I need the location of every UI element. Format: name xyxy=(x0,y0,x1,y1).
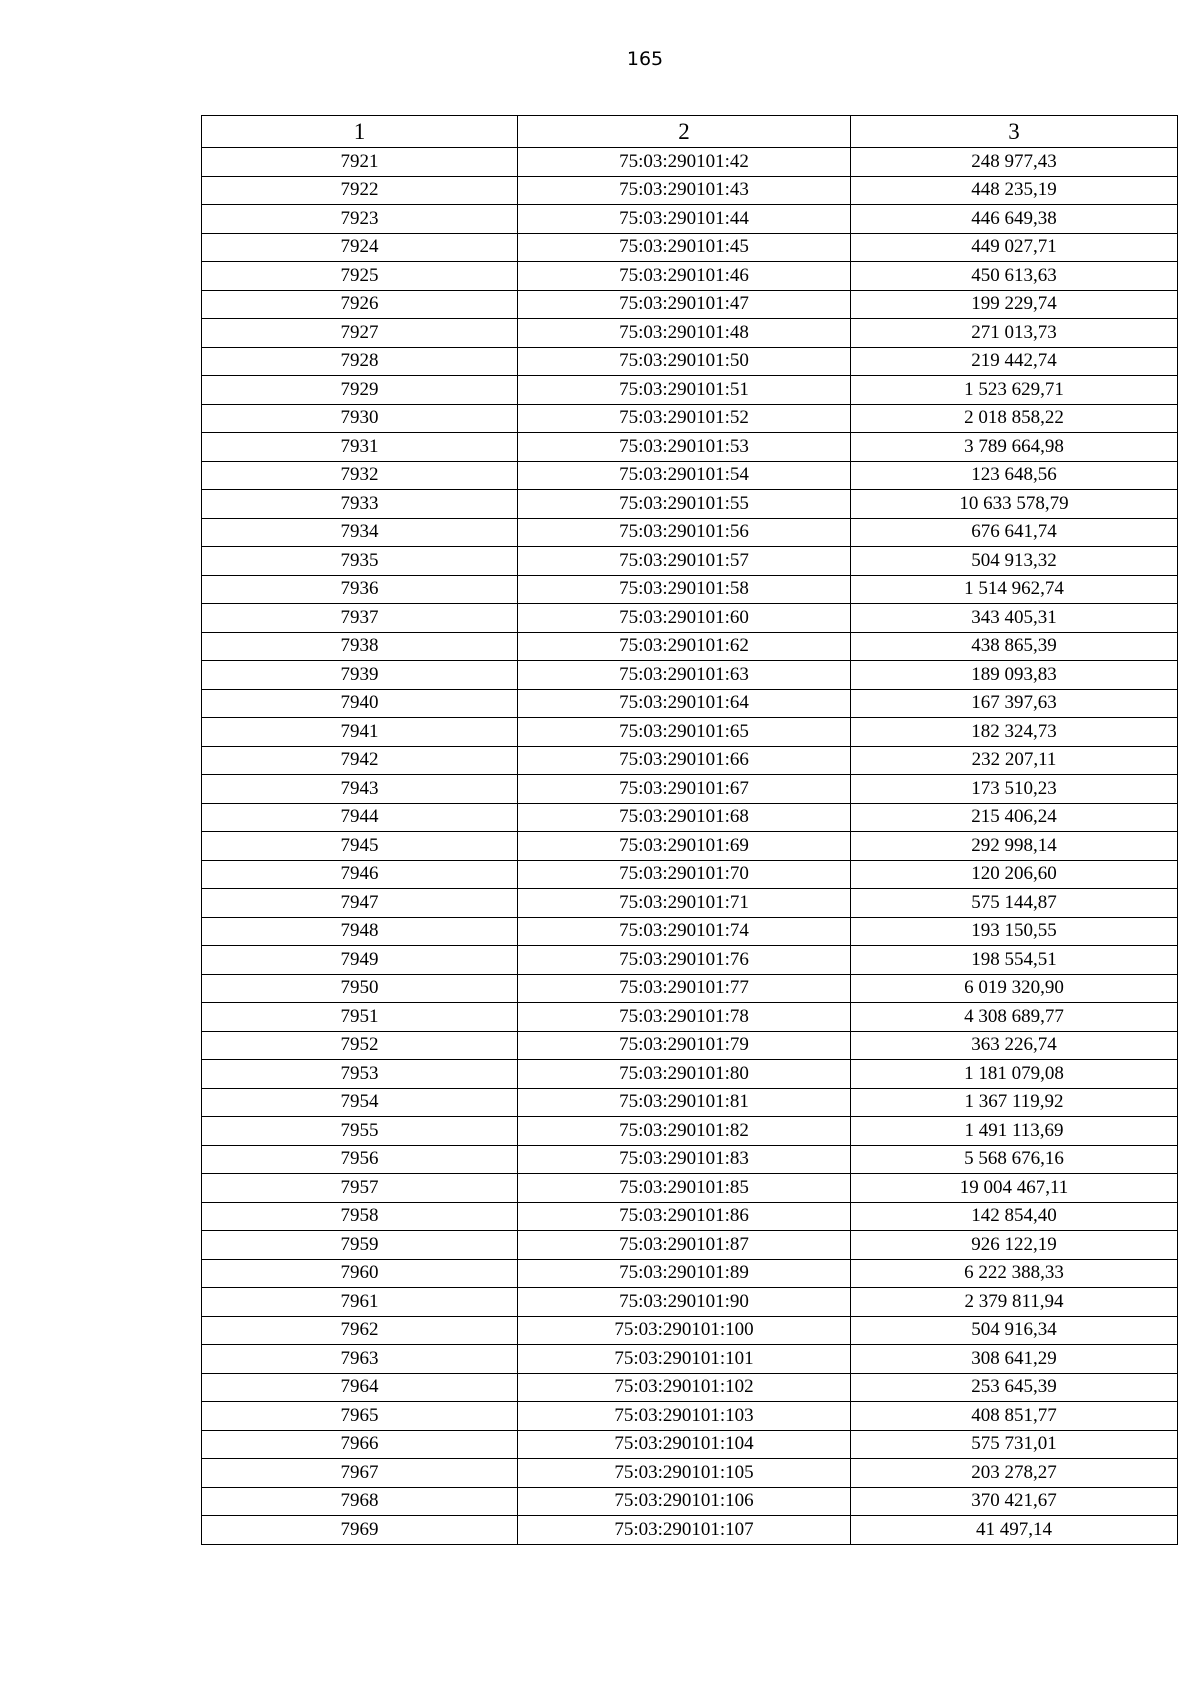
table-row xyxy=(202,547,1178,576)
cadastral-number-cell: 75:03:290101:107 xyxy=(518,1516,851,1545)
cadastral-number-cell: 75:03:290101:100 xyxy=(518,1316,851,1345)
cadastral-number-cell: 75:03:290101:77 xyxy=(518,974,851,1003)
table-row xyxy=(202,205,1178,234)
table-row xyxy=(202,775,1178,804)
cadastral-number-cell: 75:03:290101:57 xyxy=(518,547,851,576)
cadastral-number-cell: 75:03:290101:66 xyxy=(518,746,851,775)
value-cell: 449 027,71 xyxy=(851,233,1178,262)
value-cell: 370 421,67 xyxy=(851,1487,1178,1516)
value-cell: 292 998,14 xyxy=(851,832,1178,861)
cadastral-number-cell: 75:03:290101:67 xyxy=(518,775,851,804)
value-cell: 1 514 962,74 xyxy=(851,575,1178,604)
row-number-cell: 7946 xyxy=(202,860,518,889)
row-number-cell: 7953 xyxy=(202,1060,518,1089)
row-number-cell: 7925 xyxy=(202,262,518,291)
row-number-cell: 7943 xyxy=(202,775,518,804)
row-number-cell: 7965 xyxy=(202,1402,518,1431)
table-row xyxy=(202,661,1178,690)
row-number-cell: 7947 xyxy=(202,889,518,918)
cadastral-number-cell: 75:03:290101:87 xyxy=(518,1231,851,1260)
row-number-cell: 7962 xyxy=(202,1316,518,1345)
row-number-cell: 7936 xyxy=(202,575,518,604)
cadastral-number-cell: 75:03:290101:52 xyxy=(518,404,851,433)
table-row xyxy=(202,889,1178,918)
cadastral-number-cell: 75:03:290101:50 xyxy=(518,347,851,376)
value-cell: 123 648,56 xyxy=(851,461,1178,490)
value-cell: 2 379 811,94 xyxy=(851,1288,1178,1317)
table-row xyxy=(202,262,1178,291)
cadastral-number-cell: 75:03:290101:46 xyxy=(518,262,851,291)
value-cell: 575 731,01 xyxy=(851,1430,1178,1459)
row-number-cell: 7952 xyxy=(202,1031,518,1060)
cadastral-number-cell: 75:03:290101:81 xyxy=(518,1088,851,1117)
value-cell: 10 633 578,79 xyxy=(851,490,1178,519)
value-cell: 438 865,39 xyxy=(851,632,1178,661)
table-row xyxy=(202,290,1178,319)
value-cell: 219 442,74 xyxy=(851,347,1178,376)
value-cell: 203 278,27 xyxy=(851,1459,1178,1488)
cadastral-number-cell: 75:03:290101:48 xyxy=(518,319,851,348)
value-cell: 232 207,11 xyxy=(851,746,1178,775)
row-number-cell: 7922 xyxy=(202,176,518,205)
row-number-cell: 7950 xyxy=(202,974,518,1003)
cadastral-number-cell: 75:03:290101:47 xyxy=(518,290,851,319)
value-cell: 189 093,83 xyxy=(851,661,1178,690)
table-row xyxy=(202,604,1178,633)
row-number-cell: 7959 xyxy=(202,1231,518,1260)
value-cell: 19 004 467,11 xyxy=(851,1174,1178,1203)
cadastral-number-cell: 75:03:290101:55 xyxy=(518,490,851,519)
row-number-cell: 7961 xyxy=(202,1288,518,1317)
row-number-cell: 7929 xyxy=(202,376,518,405)
cadastral-number-cell: 75:03:290101:65 xyxy=(518,718,851,747)
table-row xyxy=(202,1487,1178,1516)
value-cell: 3 789 664,98 xyxy=(851,433,1178,462)
table-row xyxy=(202,1430,1178,1459)
table-row xyxy=(202,176,1178,205)
value-cell: 1 523 629,71 xyxy=(851,376,1178,405)
value-cell: 271 013,73 xyxy=(851,319,1178,348)
page-number: 165 xyxy=(626,48,664,70)
table-row xyxy=(202,433,1178,462)
cadastral-number-cell: 75:03:290101:51 xyxy=(518,376,851,405)
column-header-3: 3 xyxy=(851,116,1178,148)
value-cell: 6 222 388,33 xyxy=(851,1259,1178,1288)
cadastral-number-cell: 75:03:290101:82 xyxy=(518,1117,851,1146)
value-cell: 6 019 320,90 xyxy=(851,974,1178,1003)
table-row xyxy=(202,148,1178,177)
value-cell: 1 367 119,92 xyxy=(851,1088,1178,1117)
table-row xyxy=(202,746,1178,775)
table-row xyxy=(202,1459,1178,1488)
row-number-cell: 7945 xyxy=(202,832,518,861)
table-body xyxy=(202,148,1178,1545)
row-number-cell: 7949 xyxy=(202,946,518,975)
row-number-cell: 7969 xyxy=(202,1516,518,1545)
table-row xyxy=(202,1259,1178,1288)
cadastral-number-cell: 75:03:290101:71 xyxy=(518,889,851,918)
value-cell: 5 568 676,16 xyxy=(851,1145,1178,1174)
value-cell: 450 613,63 xyxy=(851,262,1178,291)
table-row xyxy=(202,832,1178,861)
cadastral-number-cell: 75:03:290101:80 xyxy=(518,1060,851,1089)
row-number-cell: 7960 xyxy=(202,1259,518,1288)
row-number-cell: 7926 xyxy=(202,290,518,319)
value-cell: 1 491 113,69 xyxy=(851,1117,1178,1146)
cadastral-number-cell: 75:03:290101:53 xyxy=(518,433,851,462)
table-row xyxy=(202,1373,1178,1402)
cadastral-number-cell: 75:03:290101:63 xyxy=(518,661,851,690)
cadastral-number-cell: 75:03:290101:85 xyxy=(518,1174,851,1203)
row-number-cell: 7956 xyxy=(202,1145,518,1174)
table-row xyxy=(202,1088,1178,1117)
row-number-cell: 7942 xyxy=(202,746,518,775)
table-row xyxy=(202,1174,1178,1203)
cadastral-number-cell: 75:03:290101:44 xyxy=(518,205,851,234)
table-header xyxy=(202,116,1178,148)
cadastral-number-cell: 75:03:290101:79 xyxy=(518,1031,851,1060)
cadastral-number-cell: 75:03:290101:104 xyxy=(518,1430,851,1459)
cadastral-number-cell: 75:03:290101:45 xyxy=(518,233,851,262)
cadastral-number-cell: 75:03:290101:69 xyxy=(518,832,851,861)
row-number-cell: 7948 xyxy=(202,917,518,946)
value-cell: 198 554,51 xyxy=(851,946,1178,975)
row-number-cell: 7957 xyxy=(202,1174,518,1203)
row-number-cell: 7921 xyxy=(202,148,518,177)
value-cell: 248 977,43 xyxy=(851,148,1178,177)
cadastral-number-cell: 75:03:290101:89 xyxy=(518,1259,851,1288)
cadastral-number-cell: 75:03:290101:76 xyxy=(518,946,851,975)
value-cell: 504 913,32 xyxy=(851,547,1178,576)
table-row xyxy=(202,347,1178,376)
table-row xyxy=(202,718,1178,747)
value-cell: 4 308 689,77 xyxy=(851,1003,1178,1032)
cadastral-number-cell: 75:03:290101:62 xyxy=(518,632,851,661)
cadastral-number-cell: 75:03:290101:86 xyxy=(518,1202,851,1231)
cadastral-number-cell: 75:03:290101:68 xyxy=(518,803,851,832)
table-row xyxy=(202,518,1178,547)
row-number-cell: 7935 xyxy=(202,547,518,576)
value-cell: 1 181 079,08 xyxy=(851,1060,1178,1089)
table-row xyxy=(202,1145,1178,1174)
value-cell: 182 324,73 xyxy=(851,718,1178,747)
cadastral-number-cell: 75:03:290101:60 xyxy=(518,604,851,633)
cadastral-number-cell: 75:03:290101:106 xyxy=(518,1487,851,1516)
row-number-cell: 7938 xyxy=(202,632,518,661)
table-row xyxy=(202,1345,1178,1374)
cadastral-number-cell: 75:03:290101:64 xyxy=(518,689,851,718)
value-cell: 308 641,29 xyxy=(851,1345,1178,1374)
value-cell: 193 150,55 xyxy=(851,917,1178,946)
value-cell: 446 649,38 xyxy=(851,205,1178,234)
table-row xyxy=(202,233,1178,262)
table-row xyxy=(202,1231,1178,1260)
row-number-cell: 7928 xyxy=(202,347,518,376)
value-cell: 167 397,63 xyxy=(851,689,1178,718)
value-cell: 2 018 858,22 xyxy=(851,404,1178,433)
cadastral-number-cell: 75:03:290101:56 xyxy=(518,518,851,547)
row-number-cell: 7927 xyxy=(202,319,518,348)
column-header-1: 1 xyxy=(202,116,518,148)
table-row xyxy=(202,319,1178,348)
row-number-cell: 7967 xyxy=(202,1459,518,1488)
row-number-cell: 7944 xyxy=(202,803,518,832)
row-number-cell: 7933 xyxy=(202,490,518,519)
cadastral-number-cell: 75:03:290101:83 xyxy=(518,1145,851,1174)
table-row xyxy=(202,1402,1178,1431)
table-row xyxy=(202,404,1178,433)
table-row xyxy=(202,1202,1178,1231)
value-cell: 408 851,77 xyxy=(851,1402,1178,1431)
row-number-cell: 7963 xyxy=(202,1345,518,1374)
table-row xyxy=(202,974,1178,1003)
cadastral-number-cell: 75:03:290101:101 xyxy=(518,1345,851,1374)
row-number-cell: 7930 xyxy=(202,404,518,433)
cadastral-number-cell: 75:03:290101:78 xyxy=(518,1003,851,1032)
cadastral-number-cell: 75:03:290101:42 xyxy=(518,148,851,177)
table-row xyxy=(202,461,1178,490)
value-cell: 676 641,74 xyxy=(851,518,1178,547)
cadastral-number-cell: 75:03:290101:103 xyxy=(518,1402,851,1431)
row-number-cell: 7939 xyxy=(202,661,518,690)
value-cell: 199 229,74 xyxy=(851,290,1178,319)
value-cell: 926 122,19 xyxy=(851,1231,1178,1260)
value-cell: 504 916,34 xyxy=(851,1316,1178,1345)
data-table xyxy=(201,115,1178,1545)
value-cell: 142 854,40 xyxy=(851,1202,1178,1231)
table-row xyxy=(202,1060,1178,1089)
table-row xyxy=(202,1316,1178,1345)
cadastral-number-cell: 75:03:290101:58 xyxy=(518,575,851,604)
table-row xyxy=(202,946,1178,975)
cadastral-number-cell: 75:03:290101:74 xyxy=(518,917,851,946)
cadastral-number-cell: 75:03:290101:54 xyxy=(518,461,851,490)
value-cell: 215 406,24 xyxy=(851,803,1178,832)
value-cell: 448 235,19 xyxy=(851,176,1178,205)
row-number-cell: 7968 xyxy=(202,1487,518,1516)
row-number-cell: 7937 xyxy=(202,604,518,633)
cadastral-number-cell: 75:03:290101:102 xyxy=(518,1373,851,1402)
column-header-2: 2 xyxy=(518,116,851,148)
table-row xyxy=(202,376,1178,405)
table-row xyxy=(202,917,1178,946)
row-number-cell: 7966 xyxy=(202,1430,518,1459)
table-row xyxy=(202,1003,1178,1032)
table-row xyxy=(202,860,1178,889)
value-cell: 363 226,74 xyxy=(851,1031,1178,1060)
row-number-cell: 7934 xyxy=(202,518,518,547)
row-number-cell: 7923 xyxy=(202,205,518,234)
table-row xyxy=(202,1516,1178,1545)
value-cell: 120 206,60 xyxy=(851,860,1178,889)
row-number-cell: 7931 xyxy=(202,433,518,462)
table-row xyxy=(202,632,1178,661)
value-cell: 253 645,39 xyxy=(851,1373,1178,1402)
row-number-cell: 7924 xyxy=(202,233,518,262)
cadastral-number-cell: 75:03:290101:90 xyxy=(518,1288,851,1317)
value-cell: 343 405,31 xyxy=(851,604,1178,633)
value-cell: 173 510,23 xyxy=(851,775,1178,804)
cadastral-number-cell: 75:03:290101:105 xyxy=(518,1459,851,1488)
table-row xyxy=(202,1031,1178,1060)
row-number-cell: 7932 xyxy=(202,461,518,490)
row-number-cell: 7954 xyxy=(202,1088,518,1117)
table-row xyxy=(202,490,1178,519)
row-number-cell: 7958 xyxy=(202,1202,518,1231)
table-row xyxy=(202,689,1178,718)
row-number-cell: 7940 xyxy=(202,689,518,718)
table-row xyxy=(202,575,1178,604)
cadastral-number-cell: 75:03:290101:70 xyxy=(518,860,851,889)
header-row xyxy=(202,116,1178,148)
table-row xyxy=(202,1117,1178,1146)
row-number-cell: 7964 xyxy=(202,1373,518,1402)
row-number-cell: 7941 xyxy=(202,718,518,747)
row-number-cell: 7951 xyxy=(202,1003,518,1032)
value-cell: 41 497,14 xyxy=(851,1516,1178,1545)
cadastral-number-cell: 75:03:290101:43 xyxy=(518,176,851,205)
table-row xyxy=(202,1288,1178,1317)
row-number-cell: 7955 xyxy=(202,1117,518,1146)
table-row xyxy=(202,803,1178,832)
value-cell: 575 144,87 xyxy=(851,889,1178,918)
